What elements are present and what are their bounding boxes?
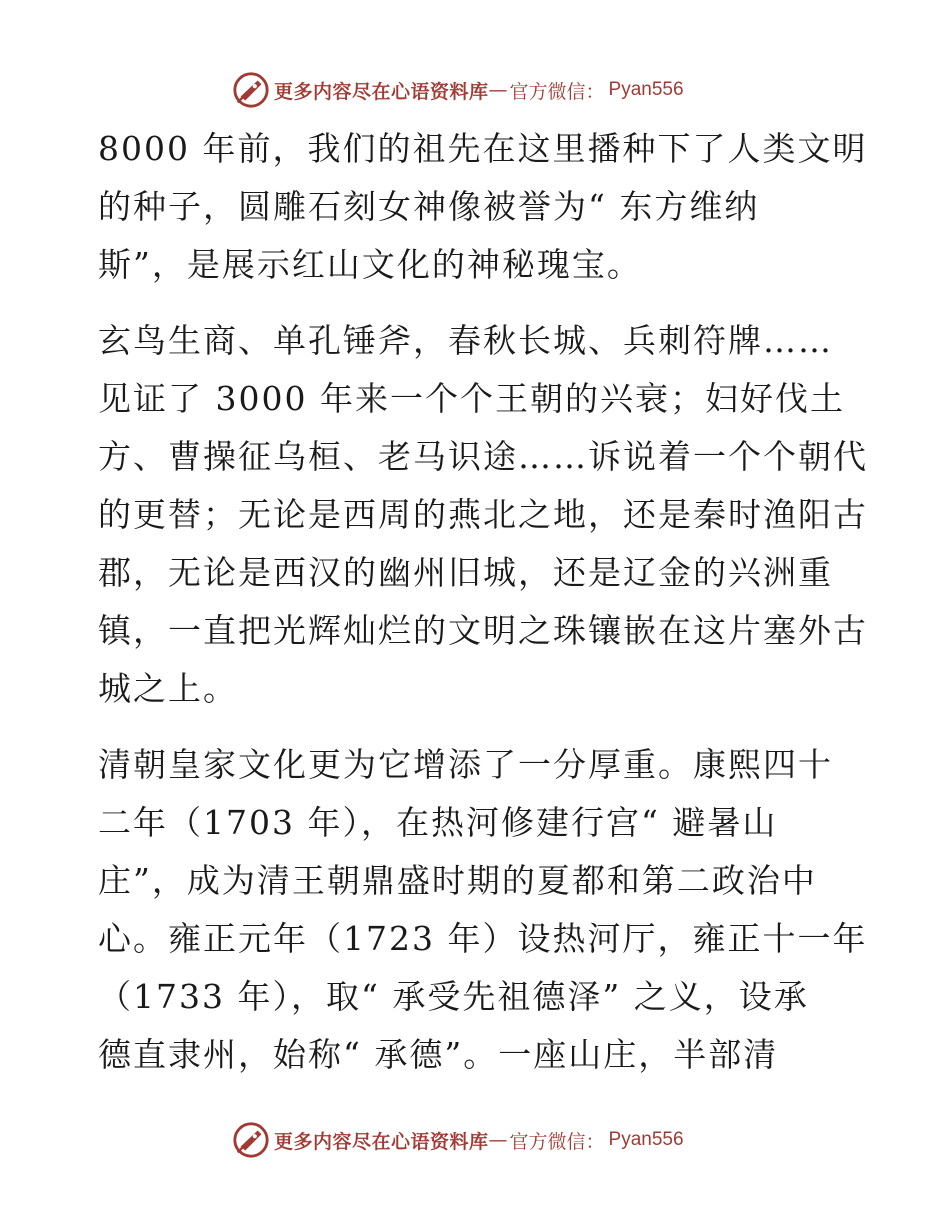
text-line: 的更替；无论是西周的燕北之地，还是秦时渔阳古 bbox=[98, 495, 868, 534]
pen-nib-logo-icon bbox=[232, 71, 270, 109]
text-line: 二年（1703 年），在热河修建行宫“ 避暑山 bbox=[98, 803, 778, 842]
text-line: 镇，一直把光辉灿烂的文明之珠镶嵌在这片塞外古 bbox=[98, 611, 868, 650]
footer-banner bbox=[232, 1120, 684, 1160]
text-line: 斯”，是展示红山文化的神秘瑰宝。 bbox=[98, 245, 642, 284]
text-line: 城之上。 bbox=[98, 669, 238, 708]
text-line: 的种子，圆雕石刻女神像被誉为“ 东方维纳 bbox=[98, 187, 760, 226]
text-line: 方、曹操征乌桓、老马识途……诉说着一个个朝代 bbox=[98, 437, 868, 476]
text-line: 庄”，成为清王朝鼎盛时期的夏都和第二政治中 bbox=[98, 861, 817, 900]
banner-official-label: 官方微信： bbox=[509, 80, 605, 103]
text-line: 玄鸟生商、单孔锤斧，春秋长城、兵刺符牌…… bbox=[98, 321, 833, 360]
banner-dash: — bbox=[488, 1129, 508, 1151]
banner-dash: — bbox=[488, 79, 508, 101]
banner-main-text: 更多内容尽在心语资料库 bbox=[274, 1130, 489, 1153]
header-banner bbox=[232, 70, 684, 110]
text-line: 心。雍正元年（1723 年）设热河厅，雍正十一年 bbox=[98, 919, 868, 958]
banner-main-text: 更多内容尽在心语资料库 bbox=[274, 80, 489, 103]
text-line: 清朝皇家文化更为它增添了一分厚重。康熙四十 bbox=[98, 745, 833, 784]
text-line: 德直隶州，始称“ 承德”。一座山庄，半部清 bbox=[98, 1035, 779, 1074]
pen-nib-logo-icon bbox=[232, 1121, 270, 1159]
banner-wechat-id: Pyan556 bbox=[608, 79, 684, 100]
paragraph-1 bbox=[98, 120, 868, 294]
paragraph-2 bbox=[98, 312, 868, 718]
paragraph-3 bbox=[98, 736, 868, 1084]
text-line: 见证了 3000 年来一个个王朝的兴衰；妇好伐土 bbox=[98, 379, 845, 418]
banner-official-label: 官方微信： bbox=[509, 1130, 605, 1153]
document-body bbox=[98, 120, 868, 1102]
text-line: 8000 年前，我们的祖先在这里播种下了人类文明 bbox=[98, 129, 868, 168]
text-line: 郡，无论是西汉的幽州旧城，还是辽金的兴洲重 bbox=[98, 553, 833, 592]
banner-wechat-id: Pyan556 bbox=[608, 1129, 684, 1150]
text-line: （1733 年），取“ 承受先祖德泽” 之义，设承 bbox=[98, 977, 809, 1016]
